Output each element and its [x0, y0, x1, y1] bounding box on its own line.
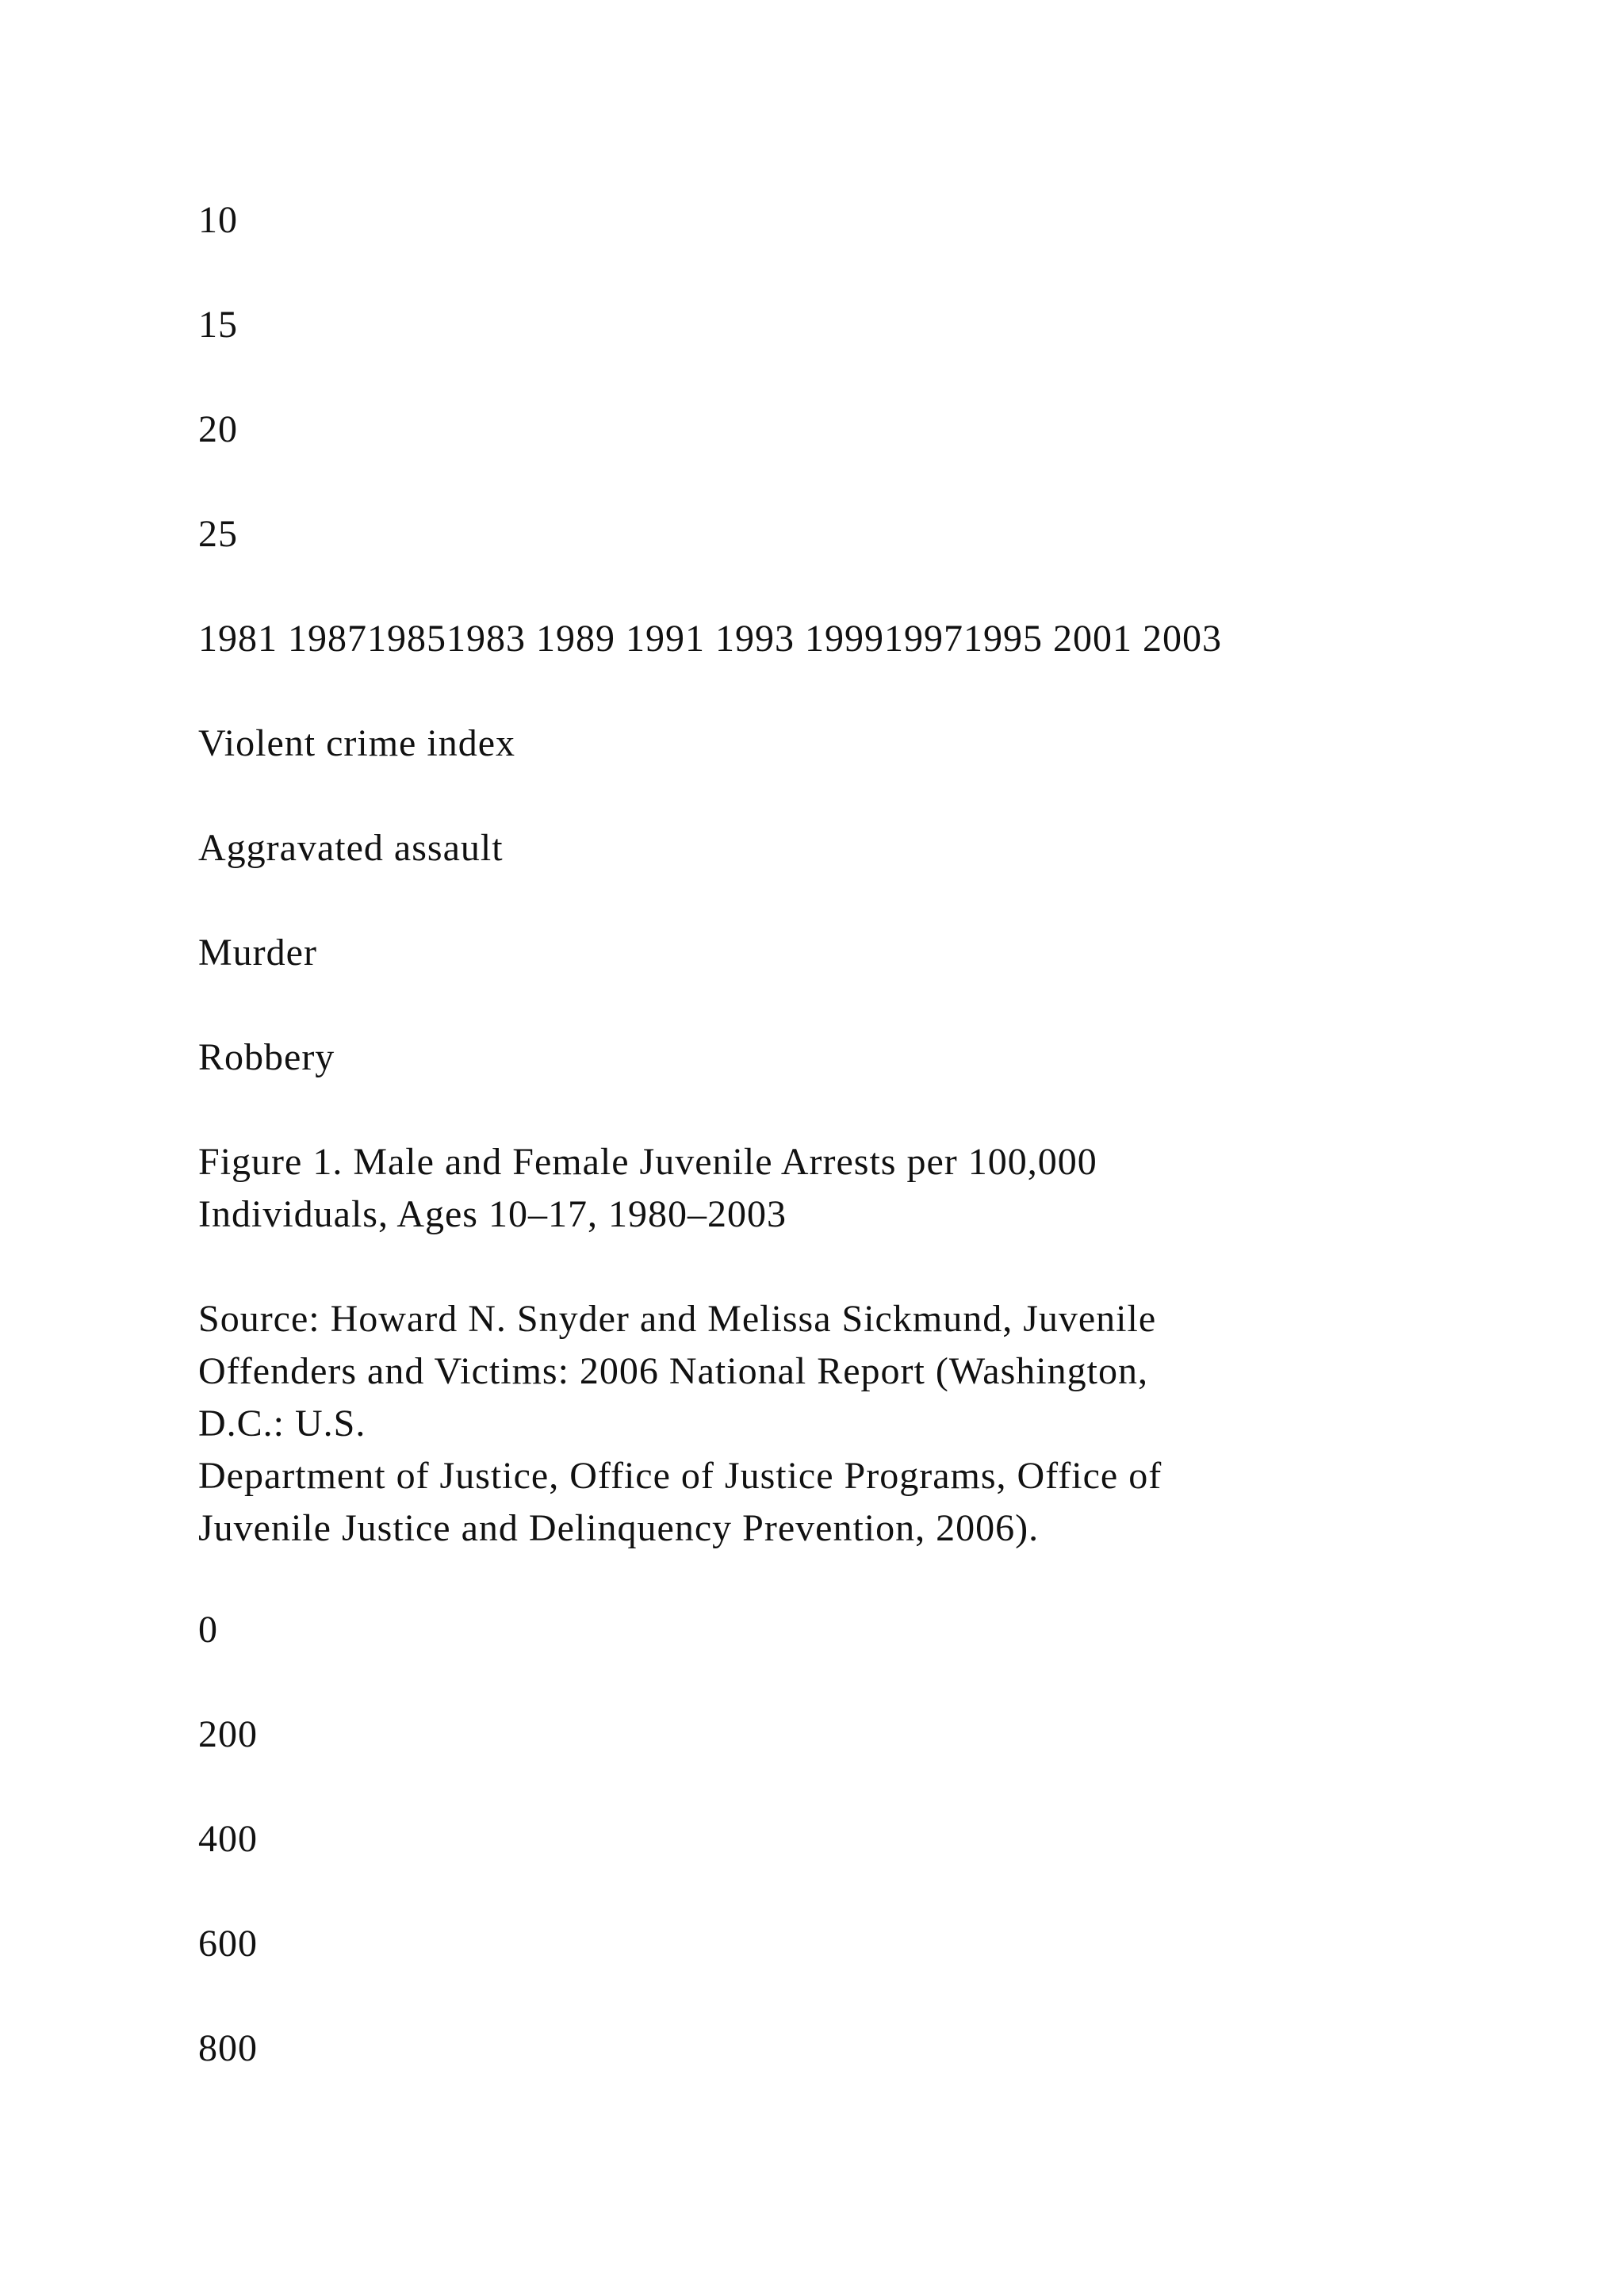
source-citation-line: Department of Justice, Office of Justice Programs, Office of: [198, 1455, 1162, 1497]
legend-entry-robbery: Robbery: [198, 1036, 335, 1078]
figure-caption: [198, 1136, 1097, 1241]
legend-entry-violent-crime-index: Violent crime index: [198, 722, 515, 764]
source-citation-line: Source: Howard N. Snyder and Melissa Sickmund, Juvenile: [198, 1298, 1157, 1340]
figure-caption-line: Figure 1. Male and Female Juvenile Arrests per 100,000: [198, 1141, 1097, 1183]
axis-tick-label: 20: [198, 408, 238, 450]
axis-tick-label: 25: [198, 513, 238, 555]
axis-tick-label: 200: [198, 1713, 258, 1755]
legend-entry-murder: Murder: [198, 932, 317, 974]
legend-entry-aggravated-assault: Aggravated assault: [198, 827, 504, 869]
axis-tick-label: 800: [198, 2027, 258, 2069]
axis-tick-label: 0: [198, 1609, 218, 1651]
axis-tick-label: 15: [198, 304, 238, 346]
source-citation-line: Offenders and Victims: 2006 National Report (Washington,: [198, 1350, 1148, 1392]
year-tick-labels: 1981 198719851983 1989 1991 1993 199919971995 2001 2003: [198, 618, 1222, 660]
axis-tick-label: 600: [198, 1923, 258, 1965]
source-citation-line: D.C.: U.S.: [198, 1402, 366, 1445]
source-citation: [198, 1293, 1162, 1555]
axis-tick-label: 400: [198, 1818, 258, 1860]
figure-caption-line: Individuals, Ages 10–17, 1980–2003: [198, 1193, 787, 1235]
axis-tick-label: 10: [198, 199, 238, 241]
source-citation-line: Juvenile Justice and Delinquency Prevention, 2006).: [198, 1507, 1040, 1549]
